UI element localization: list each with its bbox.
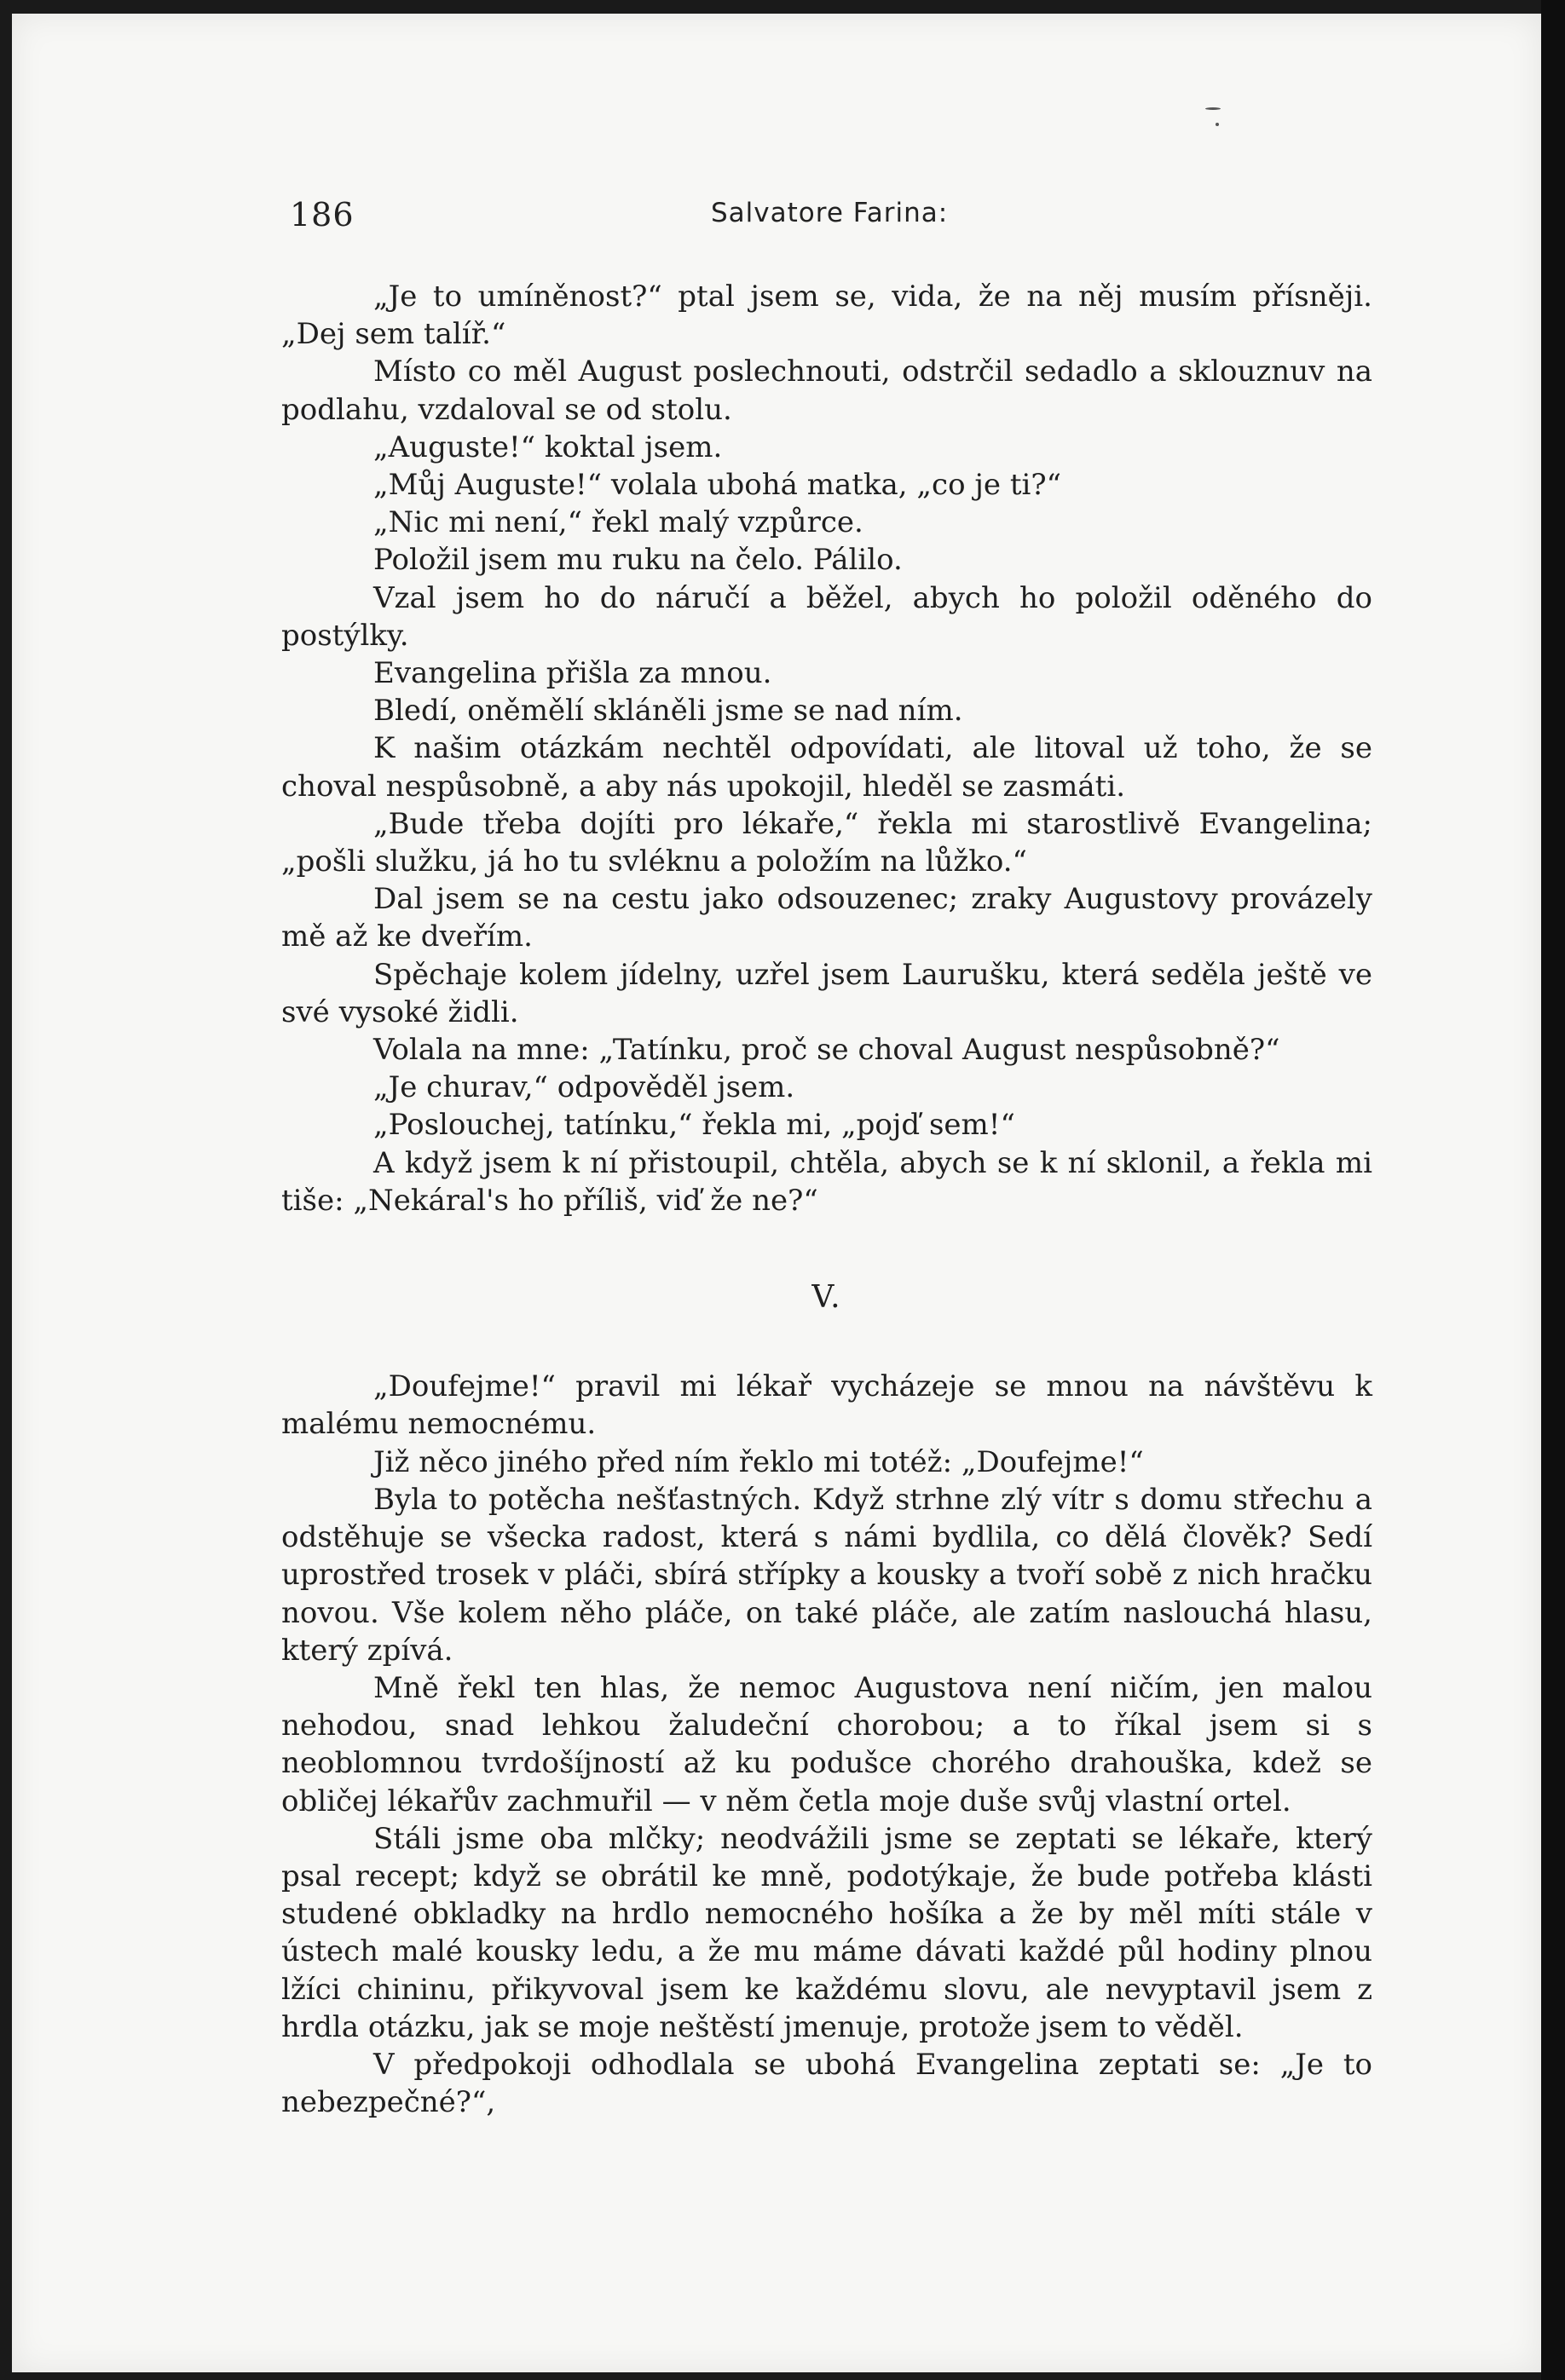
paragraph: „Poslouchej, tatínku,“ řekla mi, „pojď sem!“ (373, 1108, 1015, 1143)
paragraph: „Je churav,“ odpověděl jsem. (373, 1070, 795, 1105)
paragraph: Vzal jsem ho do náručí a běžel, abych ho položil oděného do postýlky. (281, 580, 1372, 653)
paragraph: K našim otázkám nechtěl odpovídati, ale litoval už toho, že se choval nespůsobně, a aby nás upokojil, hleděl se zasmáti. (281, 731, 1372, 804)
paragraph: Místo co měl August poslechnouti, odstrčil sedadlo a sklouznuv na podlahu, vzdaloval se od stolu. (281, 354, 1372, 427)
paragraph: Již něco jiného před ním řeklo mi totéž: „Doufejme!“ (373, 1444, 1144, 1479)
scan-speck (1205, 107, 1221, 110)
paragraph: Mně řekl ten hlas, že nemoc Augustova není ničím, jen malou nehodou, snad lehkou žaludeční chorobou; a to říkal jsem si s neoblomnou tvrdošíjností až ku podušce chorého drahouška, kdež se obličej lékařův zachmuřil — v něm četla moje duše svůj vlastní ortel. (281, 1670, 1372, 1818)
paragraph: „Můj Auguste!“ volala ubohá matka, „co je ti?“ (373, 468, 1061, 503)
body-text (281, 278, 1372, 2121)
paragraph: Evangelina přišla za mnou. (373, 656, 772, 691)
running-head: Salvatore Farina: (711, 198, 949, 228)
paragraph: „Auguste!“ koktal jsem. (373, 429, 723, 464)
scan-edge (1541, 0, 1565, 2380)
paragraph: „Je to umíněnost?“ ptal jsem se, vida, že na něj musím přísněji. „Dej sem talíř.“ (281, 279, 1372, 352)
paragraph: V předpokoji odhodlala se ubohá Evangelina zeptati se: „Je to nebezpečné?“, (281, 2047, 1372, 2120)
paragraph: Volala na mne: „Tatínku, proč se choval August nespůsobně?“ (373, 1033, 1280, 1068)
section-heading: V. (811, 1280, 842, 1316)
paragraph: „Bude třeba dojíti pro lékaře,“ řekla mi starostlivě Evangelina; „pošli služku, já ho tu svléknu a položím na lůžko.“ (281, 806, 1372, 879)
page-header (290, 196, 1398, 247)
paragraph: Byla to potěcha nešťastných. Když strhne zlý vítr s domu střechu a odstěhuje se všecka radost, která s námi bydlila, co dělá člověk? Sedí uprostřed trosek v pláči, sbírá střípky a kousky a tvoří sobě z nich hračku novou. Vše kolem něho pláče, on také pláče, ale zatím naslouchá hlasu, který zpívá. (281, 1482, 1372, 1668)
page-number: 186 (290, 196, 355, 233)
paragraph: Bledí, oněmělí skláněli jsme se nad ním. (373, 694, 963, 729)
scan-speck (1216, 123, 1219, 126)
paragraph: Položil jsem mu ruku na čelo. Pálilo. (373, 543, 903, 578)
paragraph: A když jsem k ní přistoupil, chtěla, abych se k ní sklonil, a řekla mi tiše: „Nekáral's ho příliš, viď že ne?“ (281, 1145, 1372, 1218)
paragraph: „Nic mi není,“ řekl malý vzpůrce. (373, 505, 863, 540)
paragraph: Stáli jsme oba mlčky; neodvážili jsme se zeptati se lékaře, který psal recept; když se obrátil ke mně, podotýkaje, že bude potřeba klásti studené obkladky na hrdlo nemocného hošíka a že by měl míti stále v ústech malé kousky ledu, a že mu máme dávati každé půl hodiny plnou lžíci chininu, přikyvoval jsem ke každému slovu, ale nevyptavil jsem z hrdla otázku, jak se moje neštěstí jmenuje, protože jsem to věděl. (281, 1821, 1372, 2044)
paragraph: Spěchaje kolem jídelny, uzřel jsem Laurušku, která seděla ještě ve své vysoké židli. (281, 957, 1372, 1029)
paragraph: „Doufejme!“ pravil mi lékař vycházeje se mnou na návštěvu k malému nemocnému. (281, 1369, 1372, 1442)
paragraph: Dal jsem se na cestu jako odsouzenec; zraky Augustovy provázely mě až ke dveřím. (281, 882, 1372, 954)
